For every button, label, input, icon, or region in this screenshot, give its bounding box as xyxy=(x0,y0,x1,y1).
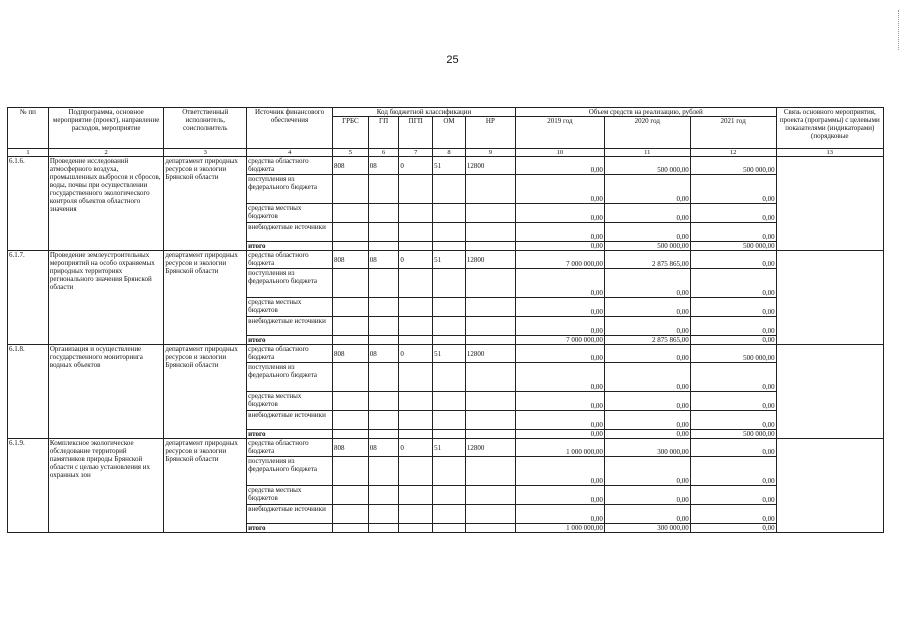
header-row xyxy=(8,108,884,117)
kbk-empty-cell xyxy=(465,457,515,486)
kbk-empty-cell xyxy=(332,457,368,486)
item-responsible: департамент природных ресурсов и экологии Брянской области xyxy=(164,251,247,345)
value-2019: 0,00 xyxy=(515,392,604,411)
kbk-empty-cell xyxy=(433,392,466,411)
kbk-empty-cell xyxy=(399,505,433,524)
header-num: № пп xyxy=(8,108,49,149)
header-year-2020: 2020 год xyxy=(604,117,690,149)
source-label: средства областного бюджета xyxy=(247,157,333,175)
kbk-nr: 12800 xyxy=(465,345,515,363)
value-2020: 0,00 xyxy=(604,317,690,336)
value-2019: 0,00 xyxy=(515,223,604,242)
kbk-empty-cell xyxy=(465,363,515,392)
kbk-empty-cell xyxy=(368,430,399,439)
item-name: Проведение исследований атмосферного воздуха, промышленных выбросов и сбросов, воды, почвы при осуществлении государственного экологического контроля объектов областного значения xyxy=(48,157,163,251)
kbk-empty-cell xyxy=(332,363,368,392)
value-2020: 300 000,00 xyxy=(604,524,690,533)
column-number: 11 xyxy=(604,149,690,157)
kbk-empty-cell xyxy=(465,430,515,439)
item-name: Комплексное экологическое обследование территорий памятников природы Брянской области с целью установления их охранных зон xyxy=(48,439,163,533)
kbk-grbs: 808 xyxy=(332,157,368,175)
kbk-empty-cell xyxy=(368,204,399,223)
value-2019: 0,00 xyxy=(515,204,604,223)
kbk-empty-cell xyxy=(465,524,515,533)
kbk-nr: 12800 xyxy=(465,251,515,269)
value-2020: 500 000,00 xyxy=(604,242,690,251)
kbk-empty-cell xyxy=(433,242,466,251)
value-2020: 0,00 xyxy=(604,430,690,439)
kbk-empty-cell xyxy=(433,486,466,505)
source-label: средства местных бюджетов xyxy=(247,204,333,223)
value-2021: 0,00 xyxy=(690,505,776,524)
source-label: итого xyxy=(247,336,333,345)
item-number: 6.1.7. xyxy=(8,251,49,345)
item-responsible: департамент природных ресурсов и экологии Брянской области xyxy=(164,157,247,251)
column-number: 3 xyxy=(164,149,247,157)
kbk-empty-cell xyxy=(465,317,515,336)
value-2019: 0,00 xyxy=(515,486,604,505)
kbk-empty-cell xyxy=(332,336,368,345)
header-pgp: ПГП xyxy=(399,117,433,149)
value-2021: 0,00 xyxy=(690,204,776,223)
value-2021: 0,00 xyxy=(690,363,776,392)
indicator-link-cell xyxy=(776,439,883,533)
item-responsible: департамент природных ресурсов и экологии Брянской области xyxy=(164,439,247,533)
kbk-empty-cell xyxy=(368,392,399,411)
kbk-empty-cell xyxy=(433,457,466,486)
kbk-empty-cell xyxy=(368,363,399,392)
kbk-empty-cell xyxy=(332,430,368,439)
header-source: Источник финансового обеспечения xyxy=(247,108,333,149)
value-2019: 0,00 xyxy=(515,175,604,204)
value-2021: 0,00 xyxy=(690,298,776,317)
kbk-empty-cell xyxy=(368,175,399,204)
header-year-2021: 2021 год xyxy=(690,117,776,149)
value-2021: 0,00 xyxy=(690,269,776,298)
source-label: поступления из федерального бюджета xyxy=(247,363,333,392)
item-name: Проведение землеустроительных мероприятий на особо охраняемых природных территориях регионального значения Брянской области xyxy=(48,251,163,345)
kbk-empty-cell xyxy=(399,486,433,505)
kbk-empty-cell xyxy=(433,411,466,430)
value-2021: 0,00 xyxy=(690,251,776,269)
table-row xyxy=(8,251,884,269)
header-responsible: Ответственный исполнитель, соисполнитель xyxy=(164,108,247,149)
kbk-empty-cell xyxy=(368,505,399,524)
value-2019: 0,00 xyxy=(515,242,604,251)
source-label: итого xyxy=(247,524,333,533)
source-label: итого xyxy=(247,430,333,439)
indicator-link-cell xyxy=(776,345,883,439)
source-label: внебюджетные источники xyxy=(247,505,333,524)
kbk-empty-cell xyxy=(332,505,368,524)
value-2019: 0,00 xyxy=(515,157,604,175)
kbk-empty-cell xyxy=(433,223,466,242)
kbk-empty-cell xyxy=(465,175,515,204)
source-label: поступления из федерального бюджета xyxy=(247,269,333,298)
column-number: 10 xyxy=(515,149,604,157)
column-number: 6 xyxy=(368,149,399,157)
indicator-link-cell xyxy=(776,251,883,345)
kbk-empty-cell xyxy=(368,336,399,345)
kbk-pgp: 0 xyxy=(399,439,433,457)
item-number: 6.1.9. xyxy=(8,439,49,533)
kbk-empty-cell xyxy=(368,242,399,251)
kbk-gp: 08 xyxy=(368,251,399,269)
kbk-empty-cell xyxy=(433,317,466,336)
header-name: Подпрограмма, основное мероприятие (проект), направление расходов, мероприятие xyxy=(48,108,163,149)
kbk-empty-cell xyxy=(332,175,368,204)
kbk-empty-cell xyxy=(433,269,466,298)
kbk-empty-cell xyxy=(332,317,368,336)
budget-table xyxy=(7,107,884,533)
value-2021: 0,00 xyxy=(690,439,776,457)
value-2021: 0,00 xyxy=(690,486,776,505)
kbk-empty-cell xyxy=(332,524,368,533)
kbk-empty-cell xyxy=(368,524,399,533)
kbk-empty-cell xyxy=(368,317,399,336)
kbk-empty-cell xyxy=(465,411,515,430)
source-label: внебюджетные источники xyxy=(247,223,333,242)
value-2020: 0,00 xyxy=(604,486,690,505)
value-2019: 0,00 xyxy=(515,505,604,524)
source-label: средства областного бюджета xyxy=(247,439,333,457)
indicator-link-cell xyxy=(776,157,883,251)
kbk-empty-cell xyxy=(399,317,433,336)
source-label: средства местных бюджетов xyxy=(247,392,333,411)
kbk-gp: 08 xyxy=(368,439,399,457)
value-2019: 1 000 000,00 xyxy=(515,524,604,533)
table-row xyxy=(8,345,884,363)
kbk-empty-cell xyxy=(465,392,515,411)
kbk-empty-cell xyxy=(399,175,433,204)
header-om: ОМ xyxy=(433,117,466,149)
kbk-empty-cell xyxy=(399,269,433,298)
value-2019: 0,00 xyxy=(515,430,604,439)
table-row xyxy=(8,157,884,175)
kbk-empty-cell xyxy=(332,392,368,411)
kbk-empty-cell xyxy=(399,392,433,411)
value-2020: 500 000,00 xyxy=(604,157,690,175)
header-volume-group: Объем средств на реализацию, рублей xyxy=(515,108,776,117)
kbk-empty-cell xyxy=(433,430,466,439)
value-2019: 0,00 xyxy=(515,345,604,363)
kbk-empty-cell xyxy=(465,298,515,317)
header-year-2019: 2019 год xyxy=(515,117,604,149)
kbk-empty-cell xyxy=(368,269,399,298)
kbk-empty-cell xyxy=(433,298,466,317)
value-2021: 500 000,00 xyxy=(690,345,776,363)
item-number: 6.1.6. xyxy=(8,157,49,251)
value-2020: 0,00 xyxy=(604,505,690,524)
column-number: 12 xyxy=(690,149,776,157)
value-2020: 0,00 xyxy=(604,411,690,430)
kbk-empty-cell xyxy=(368,486,399,505)
value-2019: 7 000 000,00 xyxy=(515,336,604,345)
scan-edge-mark xyxy=(898,10,900,50)
value-2020: 300 000,00 xyxy=(604,439,690,457)
value-2020: 2 875 865,00 xyxy=(604,336,690,345)
kbk-empty-cell xyxy=(368,457,399,486)
kbk-empty-cell xyxy=(399,524,433,533)
kbk-om: 51 xyxy=(433,157,466,175)
source-label: средства областного бюджета xyxy=(247,345,333,363)
kbk-empty-cell xyxy=(433,204,466,223)
header-kbk-group: Код бюджетной классификации xyxy=(332,108,515,117)
table-row xyxy=(8,439,884,457)
source-label: внебюджетные источники xyxy=(247,411,333,430)
item-number: 6.1.8. xyxy=(8,345,49,439)
column-number: 8 xyxy=(433,149,466,157)
value-2021: 0,00 xyxy=(690,175,776,204)
kbk-empty-cell xyxy=(433,336,466,345)
kbk-empty-cell xyxy=(465,505,515,524)
kbk-empty-cell xyxy=(332,411,368,430)
value-2019: 7 000 000,00 xyxy=(515,251,604,269)
value-2021: 0,00 xyxy=(690,317,776,336)
value-2021: 500 000,00 xyxy=(690,157,776,175)
kbk-empty-cell xyxy=(368,223,399,242)
kbk-om: 51 xyxy=(433,439,466,457)
kbk-empty-cell xyxy=(399,223,433,242)
value-2021: 0,00 xyxy=(690,336,776,345)
column-number: 4 xyxy=(247,149,333,157)
kbk-nr: 12800 xyxy=(465,439,515,457)
value-2020: 0,00 xyxy=(604,269,690,298)
source-label: поступления из федерального бюджета xyxy=(247,175,333,204)
kbk-empty-cell xyxy=(332,298,368,317)
source-label: средства областного бюджета xyxy=(247,251,333,269)
kbk-grbs: 808 xyxy=(332,345,368,363)
value-2019: 1 000 000,00 xyxy=(515,439,604,457)
kbk-empty-cell xyxy=(465,242,515,251)
value-2019: 0,00 xyxy=(515,457,604,486)
kbk-empty-cell xyxy=(399,298,433,317)
kbk-empty-cell xyxy=(399,336,433,345)
value-2019: 0,00 xyxy=(515,298,604,317)
header-gp: ГП xyxy=(368,117,399,149)
value-2021: 0,00 xyxy=(690,457,776,486)
header-nr: НР xyxy=(465,117,515,149)
kbk-empty-cell xyxy=(399,457,433,486)
value-2021: 0,00 xyxy=(690,524,776,533)
kbk-grbs: 808 xyxy=(332,439,368,457)
source-label: средства местных бюджетов xyxy=(247,486,333,505)
value-2021: 0,00 xyxy=(690,223,776,242)
value-2021: 500 000,00 xyxy=(690,430,776,439)
value-2021: 0,00 xyxy=(690,392,776,411)
kbk-empty-cell xyxy=(399,242,433,251)
value-2020: 0,00 xyxy=(604,204,690,223)
kbk-om: 51 xyxy=(433,251,466,269)
value-2020: 2 875 865,00 xyxy=(604,251,690,269)
value-2020: 0,00 xyxy=(604,457,690,486)
column-number: 2 xyxy=(48,149,163,157)
kbk-empty-cell xyxy=(465,269,515,298)
kbk-empty-cell xyxy=(399,363,433,392)
kbk-empty-cell xyxy=(465,336,515,345)
column-number: 5 xyxy=(332,149,368,157)
value-2020: 0,00 xyxy=(604,175,690,204)
source-label: средства местных бюджетов xyxy=(247,298,333,317)
column-number: 7 xyxy=(399,149,433,157)
kbk-empty-cell xyxy=(433,175,466,204)
source-label: итого xyxy=(247,242,333,251)
kbk-empty-cell xyxy=(332,204,368,223)
kbk-gp: 08 xyxy=(368,345,399,363)
source-label: поступления из федерального бюджета xyxy=(247,457,333,486)
column-number-row xyxy=(8,149,884,157)
kbk-pgp: 0 xyxy=(399,157,433,175)
kbk-om: 51 xyxy=(433,345,466,363)
column-number: 1 xyxy=(8,149,49,157)
value-2021: 0,00 xyxy=(690,411,776,430)
kbk-empty-cell xyxy=(368,298,399,317)
kbk-empty-cell xyxy=(399,204,433,223)
source-label: внебюджетные источники xyxy=(247,317,333,336)
value-2020: 0,00 xyxy=(604,363,690,392)
kbk-empty-cell xyxy=(368,411,399,430)
value-2019: 0,00 xyxy=(515,411,604,430)
column-number: 13 xyxy=(776,149,883,157)
kbk-empty-cell xyxy=(399,411,433,430)
kbk-gp: 08 xyxy=(368,157,399,175)
kbk-empty-cell xyxy=(332,223,368,242)
column-number: 9 xyxy=(465,149,515,157)
kbk-empty-cell xyxy=(433,524,466,533)
page-number: 25 xyxy=(446,54,459,66)
kbk-empty-cell xyxy=(332,486,368,505)
kbk-empty-cell xyxy=(465,204,515,223)
header-link: Связь основного мероприятия, проекта (программы) с целевыми показателями (индикаторами) (порядковые xyxy=(776,108,883,149)
kbk-grbs: 808 xyxy=(332,251,368,269)
value-2020: 0,00 xyxy=(604,345,690,363)
value-2019: 0,00 xyxy=(515,317,604,336)
value-2020: 0,00 xyxy=(604,392,690,411)
kbk-nr: 12800 xyxy=(465,157,515,175)
value-2021: 500 000,00 xyxy=(690,242,776,251)
value-2020: 0,00 xyxy=(604,223,690,242)
kbk-empty-cell xyxy=(433,505,466,524)
kbk-empty-cell xyxy=(399,430,433,439)
kbk-pgp: 0 xyxy=(399,251,433,269)
value-2020: 0,00 xyxy=(604,298,690,317)
item-responsible: департамент природных ресурсов и экологии Брянской области xyxy=(164,345,247,439)
kbk-empty-cell xyxy=(465,223,515,242)
kbk-empty-cell xyxy=(433,363,466,392)
kbk-empty-cell xyxy=(465,486,515,505)
item-name: Организация и осуществление государственного мониторинга водных объектов xyxy=(48,345,163,439)
kbk-empty-cell xyxy=(332,242,368,251)
kbk-pgp: 0 xyxy=(399,345,433,363)
kbk-empty-cell xyxy=(332,269,368,298)
value-2019: 0,00 xyxy=(515,363,604,392)
header-grbs: ГРБС xyxy=(332,117,368,149)
value-2019: 0,00 xyxy=(515,269,604,298)
table-body xyxy=(8,157,884,533)
